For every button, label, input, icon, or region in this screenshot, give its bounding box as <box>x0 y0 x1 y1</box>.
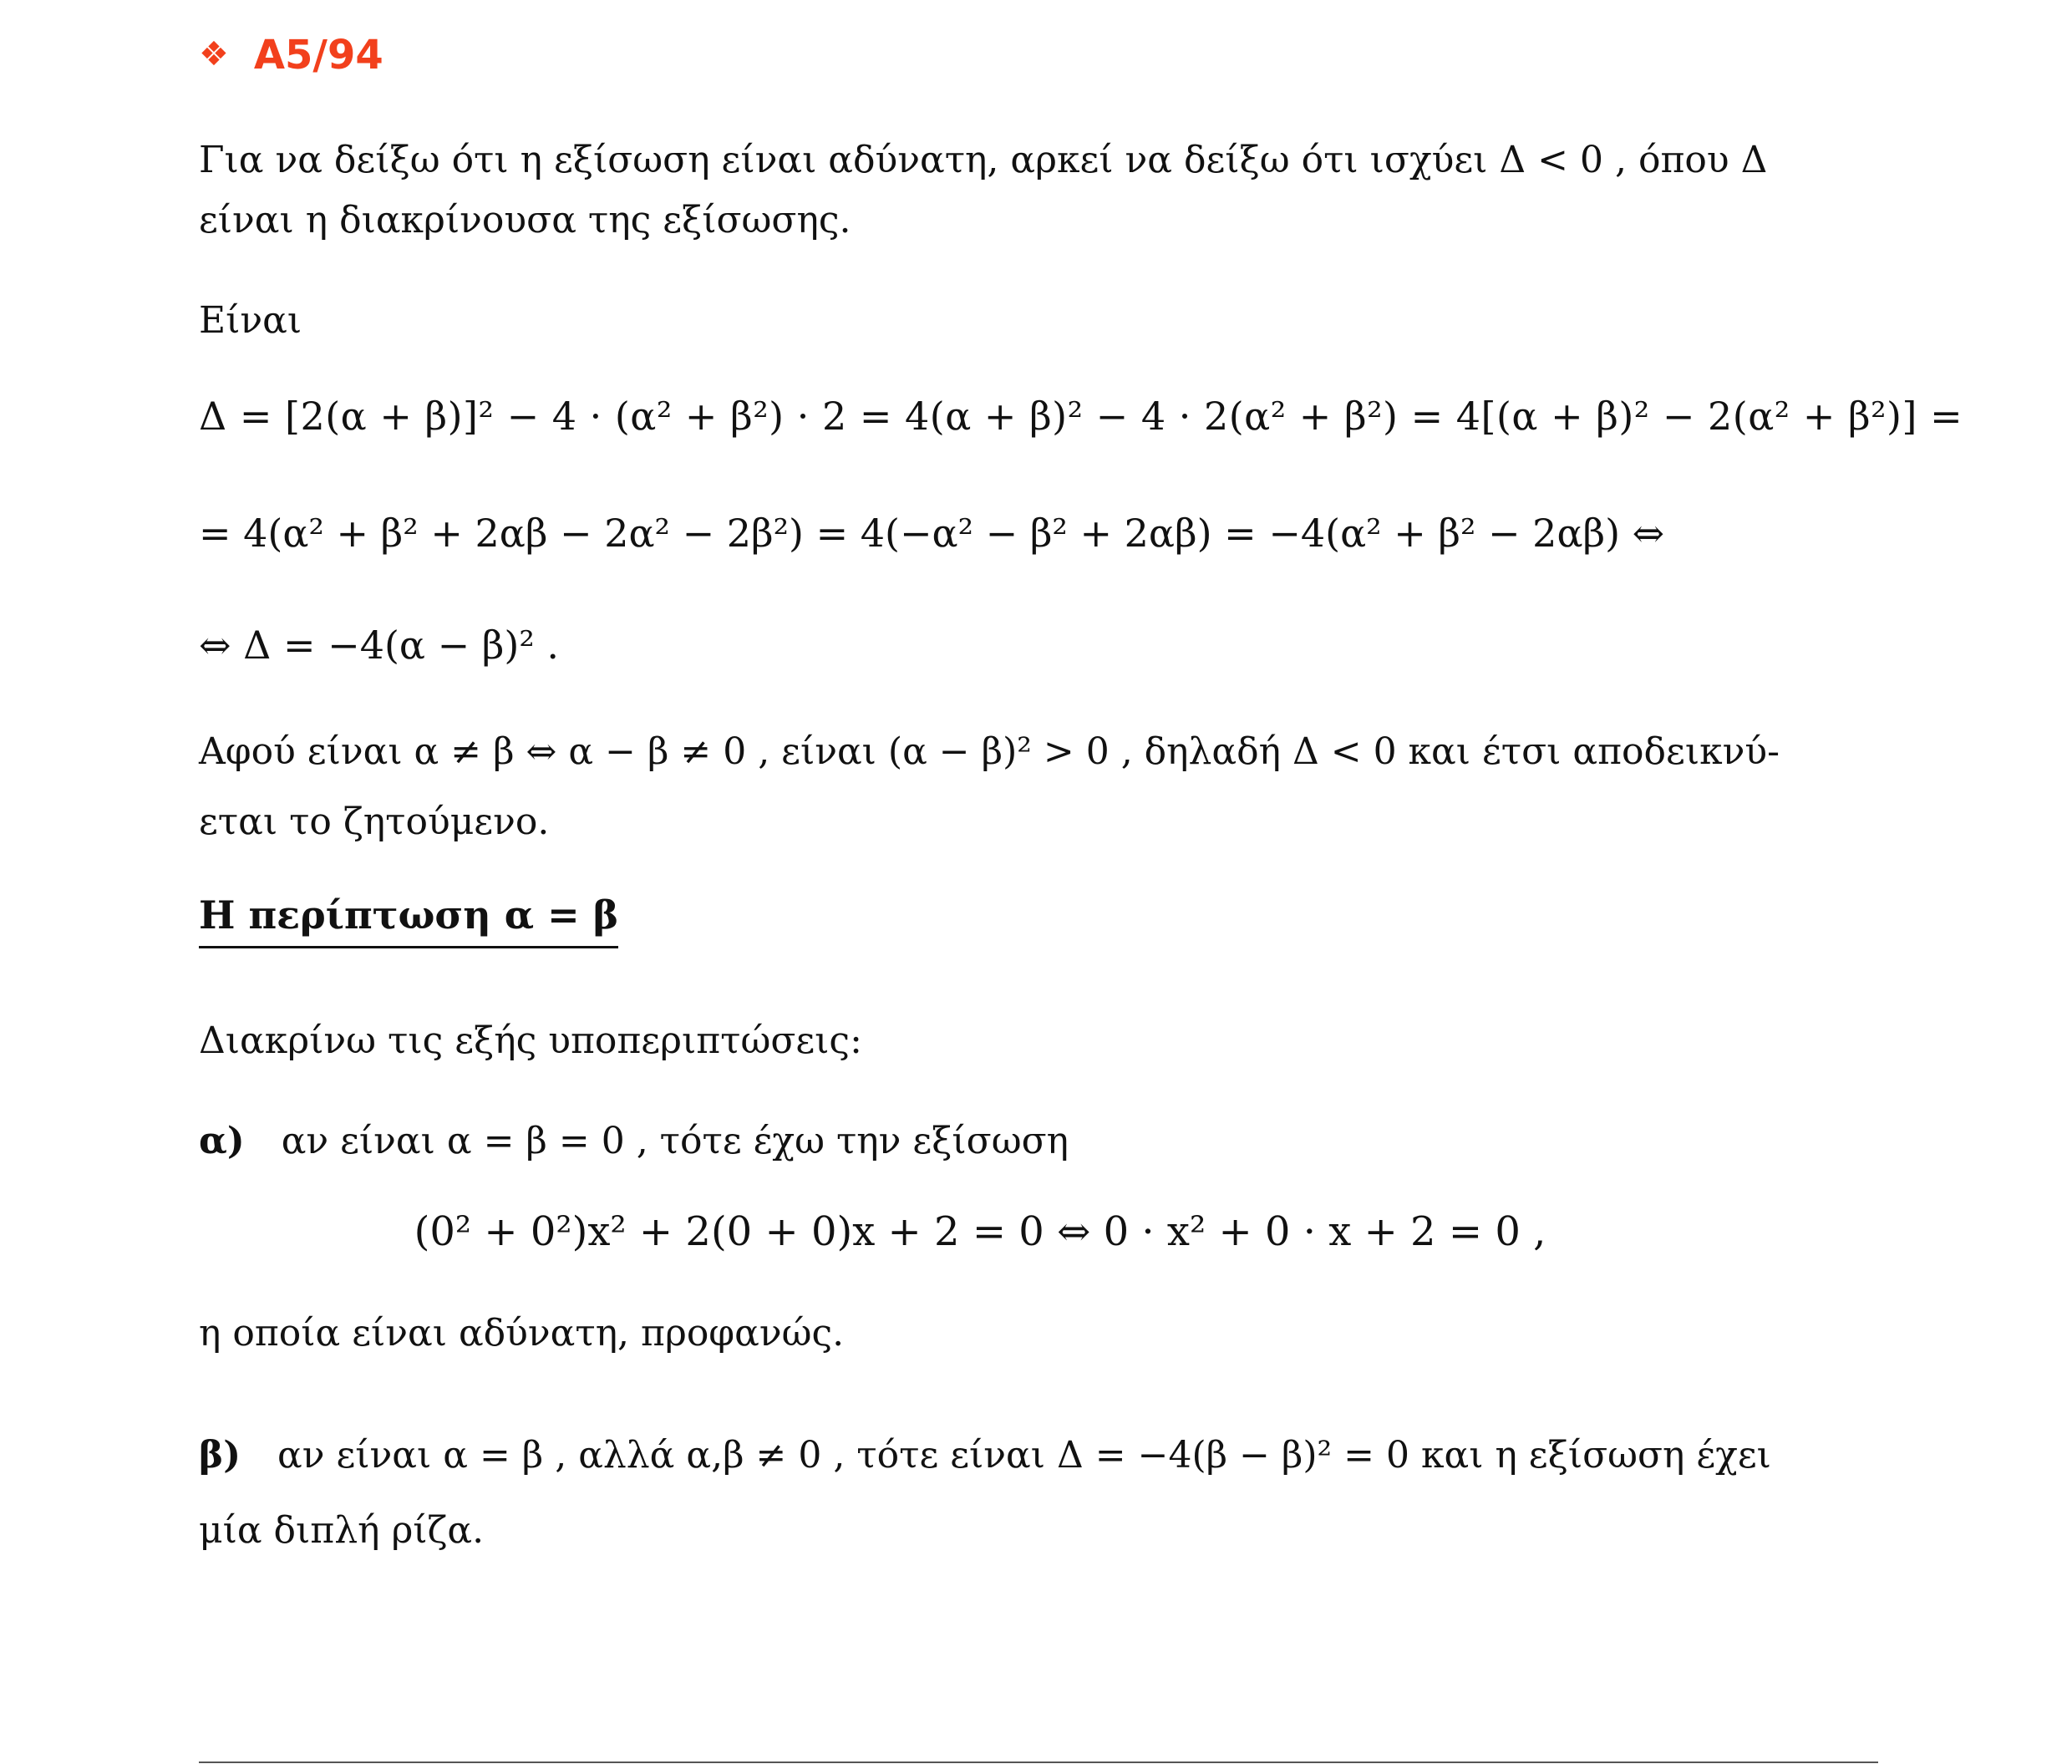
subcases-intro: Διακρίνω τις εξής υποπεριπτώσεις: <box>199 1019 862 1062</box>
subsection-heading: Η περίπτωση α = β <box>199 892 618 948</box>
case-a-equation: (0² + 0²)x² + 2(0 + 0)x + 2 = 0 ⇔ 0 · x² + 0 · x + 2 = 0 , <box>414 1208 1546 1255</box>
section-title <box>199 32 383 79</box>
document-page <box>199 0 1963 1764</box>
case-a-label: α) <box>199 1120 245 1162</box>
conclusion-line-2: εται το ζητούμενο. <box>199 801 550 843</box>
title-text: A5/94 <box>253 32 383 79</box>
conclusion-line-1: Αφού είναι α ≠ β ⇔ α − β ≠ 0 , είναι (α − β)² > 0 , δηλαδή Δ < 0 και έτσι αποδεικνύ- <box>199 730 1780 773</box>
case-a-line <box>199 1101 1069 1182</box>
intro-line-2: είναι η διακρίνουσα της εξίσωσης. <box>199 199 851 241</box>
case-b-line-1 <box>199 1416 1771 1496</box>
case-b-line-2: μία διπλή ρίζα. <box>199 1509 485 1552</box>
case-a-text: αν είναι α = β = 0 , τότε έχω την εξίσωση <box>281 1120 1069 1162</box>
case-a-conclusion: η οποία είναι αδύνατη, προφανώς. <box>199 1312 845 1355</box>
case-b-label: β) <box>199 1434 241 1477</box>
equation-line-1: Δ = [2(α + β)]² − 4 · (α² + β²) · 2 = 4(α + β)² − 4 · 2(α² + β²) = 4[(α + β)² − 2(α² + β²)] = <box>199 394 1963 439</box>
footer-divider <box>199 1761 1878 1763</box>
diamond-bullet-icon: ❖ <box>199 35 229 74</box>
case-b-text: αν είναι α = β , αλλά α,β ≠ 0 , τότε είναι Δ = −4(β − β)² = 0 και η εξίσωση έχει <box>277 1434 1771 1477</box>
equation-line-3: ⇔ Δ = −4(α − β)² . <box>199 623 560 668</box>
equation-line-2: = 4(α² + β² + 2αβ − 2α² − 2β²) = 4(−α² − β² + 2αβ) = −4(α² + β² − 2αβ) ⇔ <box>199 511 1665 556</box>
intro-line-1: Για να δείξω ότι η εξίσωση είναι αδύνατη, αρκεί να δείξω ότι ισχύει Δ < 0 , όπου Δ <box>199 139 1768 181</box>
einai-text: Είναι <box>199 299 302 342</box>
